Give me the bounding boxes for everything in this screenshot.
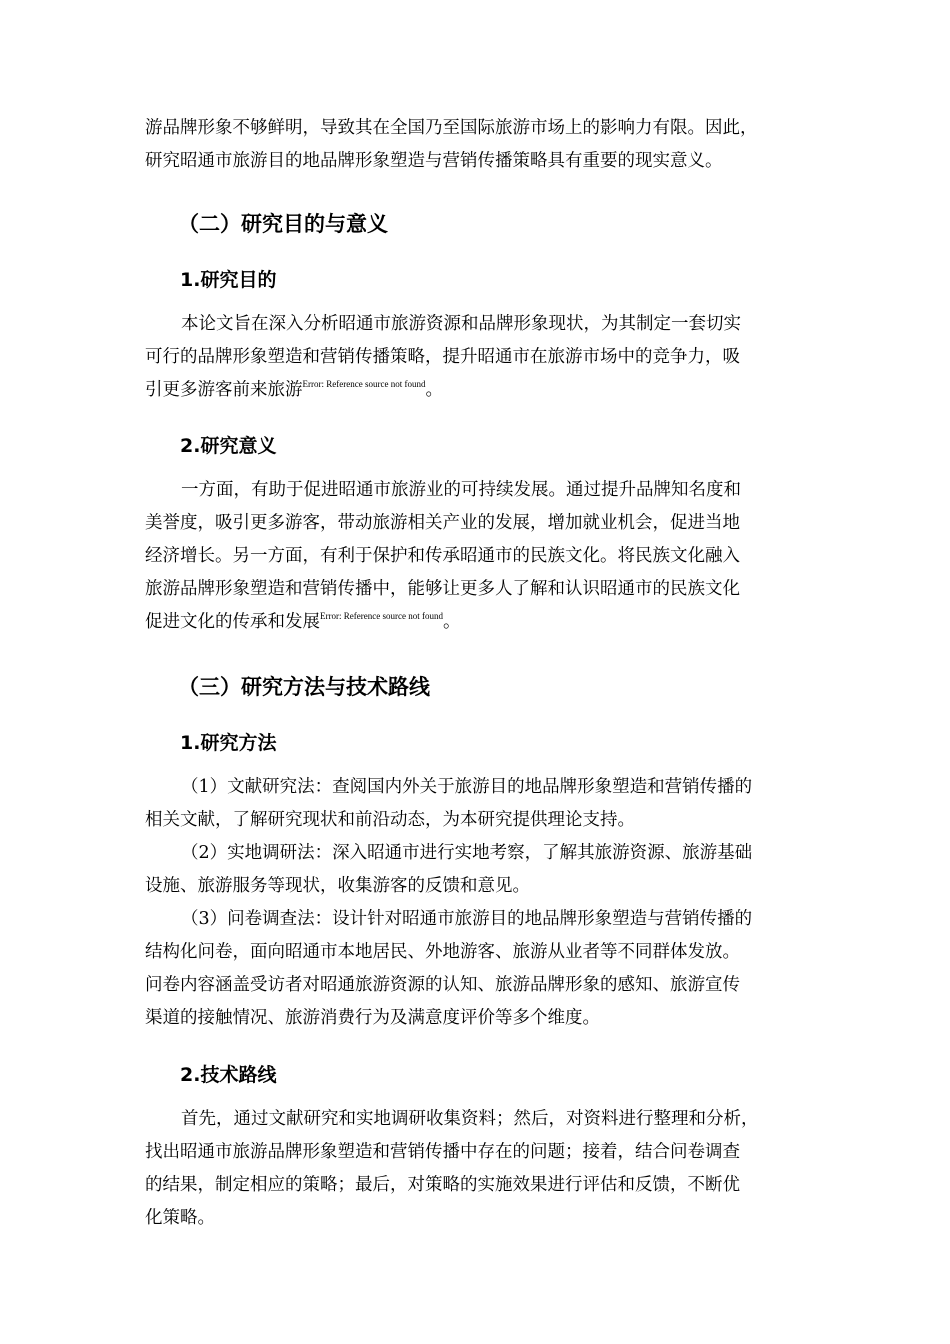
method-fieldwork-line: 设施、旅游服务等现状，收集游客的反馈和意见。 [145, 876, 530, 896]
intro-line-2: 研究昭通市旅游目的地品牌形象塑造与营销传播策略具有重要的现实意义。 [145, 151, 723, 171]
paragraph-line: 本论文旨在深入分析昭通市旅游资源和品牌形象现状，为其制定一套切实 [181, 314, 741, 334]
subheading-technical-roadmap: 2.技术路线 [180, 1064, 277, 1086]
paragraph-text: 促进文化的传承和发展 [145, 612, 320, 632]
method-questionnaire-line: 问卷内容涵盖受访者对昭通旅游资源的认知、旅游品牌形象的感知、旅游宣传 [145, 975, 740, 995]
subheading-research-methods: 1.研究方法 [180, 732, 277, 754]
paragraph-line: 经济增长。另一方面，有利于保护和传承昭通市的民族文化。将民族文化融入 [145, 546, 740, 566]
reference-error-marker: Error: Reference source not found [320, 611, 443, 621]
method-literature-line: 相关文献，了解研究现状和前沿动态，为本研究提供理论支持。 [145, 810, 635, 830]
reference-error-marker: Error: Reference source not found [302, 379, 426, 389]
method-questionnaire-line: （3）问卷调查法：设计针对昭通市旅游目的地品牌形象塑造与营销传播的 [181, 909, 753, 929]
subheading-research-significance: 2.研究意义 [180, 435, 277, 457]
paragraph-line: 可行的品牌形象塑造和营销传播策略，提升昭通市在旅游市场中的竞争力，吸 [145, 347, 740, 367]
method-questionnaire-line: 渠道的接触情况、旅游消费行为及满意度评价等多个维度。 [145, 1008, 600, 1028]
section-heading-purpose-significance: （二）研究目的与意义 [178, 212, 388, 236]
paragraph-line: 美誉度，吸引更多游客，带动旅游相关产业的发展，增加就业机会，促进当地 [145, 513, 740, 533]
paragraph-line: 一方面，有助于促进昭通市旅游业的可持续发展。通过提升品牌知名度和 [181, 480, 741, 500]
research-purpose-paragraph [145, 308, 815, 407]
paragraph-line [145, 606, 815, 639]
section-heading-methods-roadmap: （三）研究方法与技术路线 [178, 675, 430, 699]
method-questionnaire-line: 结构化问卷，面向昭通市本地居民、外地游客、旅游从业者等不同群体发放。 [145, 942, 740, 962]
research-methods-paragraphs [145, 771, 815, 1035]
intro-paragraph [145, 112, 815, 178]
research-significance-paragraph [145, 474, 815, 639]
paragraph-line: 找出昭通市旅游品牌形象塑造和营销传播中存在的问题；接着，结合问卷调查 [145, 1142, 740, 1162]
subheading-research-purpose: 1.研究目的 [180, 269, 277, 291]
method-fieldwork-line: （2）实地调研法：深入昭通市进行实地考察，了解其旅游资源、旅游基础 [181, 843, 753, 863]
intro-line-1: 游品牌形象不够鲜明，导致其在全国乃至国际旅游市场上的影响力有限。因此， [145, 118, 758, 138]
paragraph-text: 引更多游客前来旅游 [145, 380, 303, 400]
technical-roadmap-paragraph [145, 1103, 815, 1235]
paragraph-line [145, 374, 815, 407]
paragraph-line: 首先，通过文献研究和实地调研收集资料；然后，对资料进行整理和分析， [181, 1109, 759, 1129]
sentence-end: 。 [442, 612, 461, 632]
paragraph-line: 旅游品牌形象塑造和营销传播中，能够让更多人了解和认识昭通市的民族文化 [145, 579, 740, 599]
method-literature-line: （1）文献研究法：查阅国内外关于旅游目的地品牌形象塑造和营销传播的 [181, 777, 753, 797]
paragraph-line: 化策略。 [145, 1208, 215, 1228]
sentence-end: 。 [425, 380, 443, 400]
paragraph-line: 的结果，制定相应的策略；最后，对策略的实施效果进行评估和反馈，不断优 [145, 1175, 740, 1195]
